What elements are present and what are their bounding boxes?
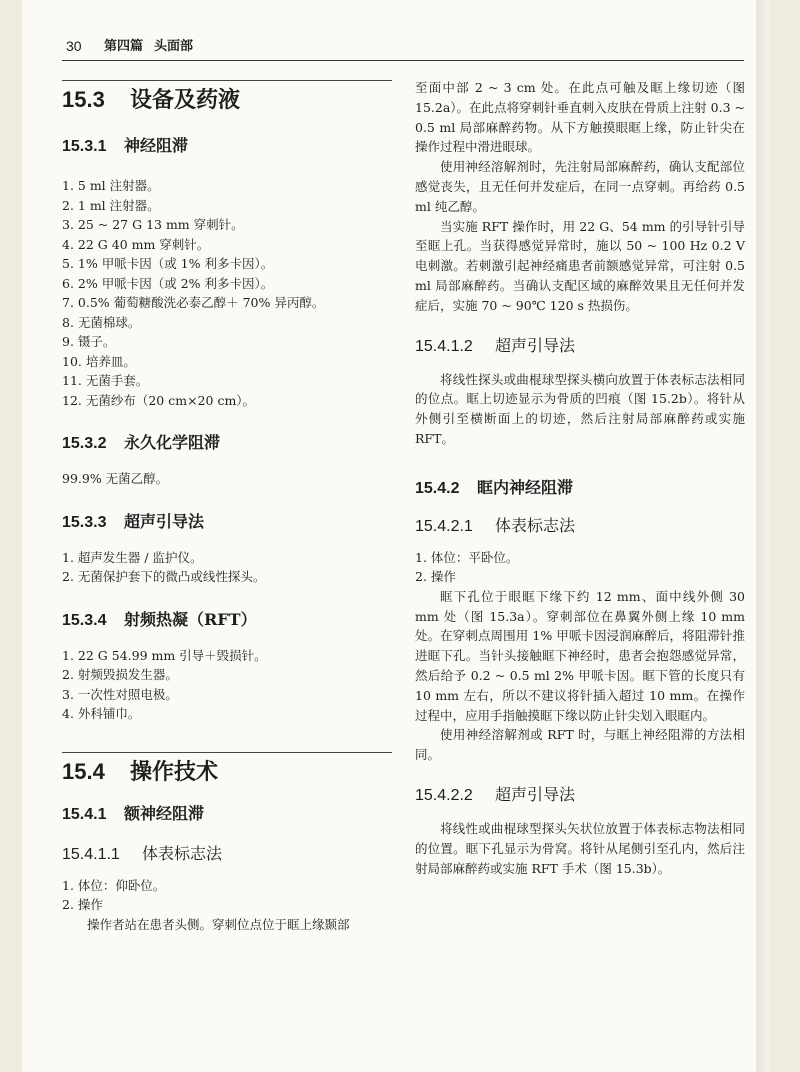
- part-label: 第四篇: [104, 38, 144, 53]
- subsubsection-heading-15-4-1-1: [62, 844, 394, 866]
- right-column: [415, 78, 745, 878]
- subsection-title: 眶内神经阻滞: [477, 477, 574, 497]
- list-item: 2. 无菌保护套下的微凸或线性探头。: [62, 569, 266, 584]
- body-paragraph: 操作者站在患者头侧。穿刺位点位于眶上缘颞部: [87, 916, 350, 932]
- subsection-heading-15-3-4: [62, 609, 394, 632]
- list-item: 1. 超声发生器 / 监护仪。: [62, 549, 203, 565]
- list-item: 2. 射频毁损发生器。: [62, 667, 178, 682]
- list-item: 7. 0.5% 葡萄糖酸洗必泰乙醇＋ 70% 异丙醇。: [62, 295, 325, 310]
- body-paragraph: 将线性探头或曲棍球型探头横向放置于体表标志法相同的位点。眶上切迹显示为骨质的凹痕（图 15.2b）。将针从外侧引至横断面上的切迹，然后注射局部麻醉药或实施 RFT。: [415, 371, 745, 446]
- list-item: 1. 22 G 54.99 mm 引导＋毁损针。: [62, 647, 267, 663]
- ultrasound-equipment-list: [62, 548, 394, 587]
- running-header: [22, 34, 756, 58]
- list-item: 3. 一次性对照电极。: [62, 686, 178, 702]
- section-number: 15.3: [62, 87, 105, 112]
- header-rule: [62, 60, 744, 61]
- subsubsection-title: 体表标志法: [495, 517, 576, 535]
- body-paragraph: 使用神经溶解剂或 RFT 时，与眶上神经阻滞的方法相同。: [415, 727, 745, 763]
- subsection-heading-15-4-2: [415, 477, 745, 500]
- section-heading-15-4: [62, 757, 394, 787]
- list-item: 1. 体位：平卧位。: [415, 549, 519, 565]
- body-paragraph: 至面中部 2 ~ 3 cm 处。在此点可触及眶上缘切迹（图 15.2a）。在此点将穿刺针垂直刺入皮肤在骨质上注射 0.3 ~ 0.5 ml 局部麻醉药物。从下方触摸眼眶上缘，防止针尖在操作过程中滑进眼球。: [415, 80, 745, 155]
- list-item: 10. 培养皿。: [62, 353, 136, 369]
- section-heading-15-3: [62, 85, 394, 115]
- subsection-title: 额神经阻滞: [124, 803, 205, 823]
- section-rule: [62, 80, 392, 81]
- subsubsection-heading-15-4-1-2: [415, 336, 745, 358]
- rft-equipment-list: [62, 646, 394, 724]
- list-item: 99.9% 无菌乙醇。: [62, 471, 169, 486]
- list-item: 1. 5 ml 注射器。: [62, 178, 160, 193]
- list-item: 8. 无菌棉球。: [62, 314, 141, 330]
- list-item: 11. 无菌手套。: [62, 373, 149, 388]
- section-title: 操作技术: [130, 758, 219, 784]
- body-paragraph: 当实施 RFT 操作时，用 22 G、54 mm 的引导针引导至眶上孔。当获得感觉异常时，施以 50 ~ 100 Hz 0.2 V 电刺激。若刺激引起神经痛患者前额感觉异常，可注射 0.5 ml 局部麻醉药。当确认支配区域的麻醉效果且无任何并发症后，实施 70 ~ 90℃ 120 s 热损伤。: [415, 218, 745, 313]
- procedure-block: [62, 876, 394, 935]
- subsection-title: 超声引导法: [124, 511, 205, 531]
- subsection-number: 15.3.2: [62, 435, 107, 452]
- subsection-number: 15.3.1: [62, 138, 107, 155]
- subsubsection-heading-15-4-2-2: [415, 785, 745, 807]
- list-item: 2. 1 ml 注射器。: [62, 197, 160, 213]
- subsection-number: 15.4.2: [415, 479, 460, 497]
- equipment-list-nerve-block: [62, 176, 394, 410]
- list-item: 1. 体位：仰卧位。: [62, 877, 166, 893]
- list-item: 6. 2% 甲哌卡因（或 2% 利多卡因）。: [62, 275, 274, 291]
- subsection-number: 15.3.3: [62, 513, 107, 531]
- subsubsection-title: 体表标志法: [142, 845, 223, 863]
- subsubsection-number: 15.4.1.2: [415, 337, 473, 355]
- subsection-title: 射频热凝（RFT）: [124, 609, 257, 629]
- list-item: 2. 操作: [415, 569, 456, 585]
- subsubsection-title: 超声引导法: [495, 786, 576, 804]
- section-title: 设备及药液: [130, 87, 241, 112]
- section-number: 15.4: [62, 758, 105, 784]
- subsection-heading-15-3-3: [62, 511, 394, 534]
- list-item: 3. 25 ~ 27 G 13 mm 穿刺针。: [62, 217, 244, 232]
- subsection-heading-15-3-1: [62, 135, 394, 158]
- body-paragraph: 眶下孔位于眼眶下缘下约 12 mm、面中线外侧 30 mm 处（图 15.3a）。穿刺部位在鼻翼外侧上缘 10 mm 处。在穿刺点周围用 1% 甲哌卡因浸润麻醉后，将阻滞针推进眶下孔。当针头接触眶下神经时，患者会抱怨感觉异常，然后给予 0.2 ~ 0.5 ml 2% 甲哌卡因。眶下管的长度只有 10 mm 左右，所以不建议将针插入超过 10 mm。在操作过程中，应用手指触摸眶下缘以防止针尖划入眼眶内。: [415, 588, 745, 723]
- list-item: 4. 22 G 40 mm 穿刺针。: [62, 236, 210, 252]
- left-column: [62, 80, 394, 934]
- list-item: 12. 无菌纱布（20 cm×20 cm）。: [62, 392, 256, 408]
- procedure-block: [415, 548, 745, 765]
- body-paragraph: 将线性或曲棍球型探头矢状位放置于体表标志物法相同的位置。眶下孔显示为骨窝。将针从尾侧引至孔内，然后注射局部麻醉药或实施 RFT 手术（图 15.3b）。: [415, 820, 745, 876]
- page-edge: [756, 0, 770, 1072]
- list-item: 9. 镊子。: [62, 334, 116, 349]
- body-paragraph: 使用神经溶解剂时，先注射局部麻醉药，确认支配部位感觉丧失，且无任何并发症后，在同一点穿刺。再给药 0.5 ml 纯乙醇。: [415, 159, 745, 214]
- list-item: 5. 1% 甲哌卡因（或 1% 利多卡因）。: [62, 256, 274, 271]
- chapter-label: 头面部: [154, 38, 194, 53]
- list-item: 4. 外科铺巾。: [62, 706, 141, 721]
- subsubsection-number: 15.4.2.2: [415, 786, 473, 804]
- chemical-block-list: [62, 469, 394, 489]
- page-number: 30: [66, 38, 82, 54]
- list-item: 2. 操作: [62, 897, 103, 912]
- subsection-number: 15.3.4: [62, 611, 107, 629]
- subsection-title: 永久化学阻滞: [124, 433, 221, 452]
- subsubsection-number: 15.4.1.1: [62, 845, 120, 863]
- subsubsection-number: 15.4.2.1: [415, 517, 473, 535]
- section-rule: [62, 752, 392, 753]
- subsubsection-heading-15-4-2-1: [415, 516, 745, 538]
- subsection-number: 15.4.1: [62, 805, 107, 823]
- subsubsection-title: 超声引导法: [495, 337, 576, 355]
- subsection-heading-15-4-1: [62, 803, 394, 826]
- subsection-title: 神经阻滞: [124, 136, 189, 155]
- subsection-heading-15-3-2: [62, 432, 394, 455]
